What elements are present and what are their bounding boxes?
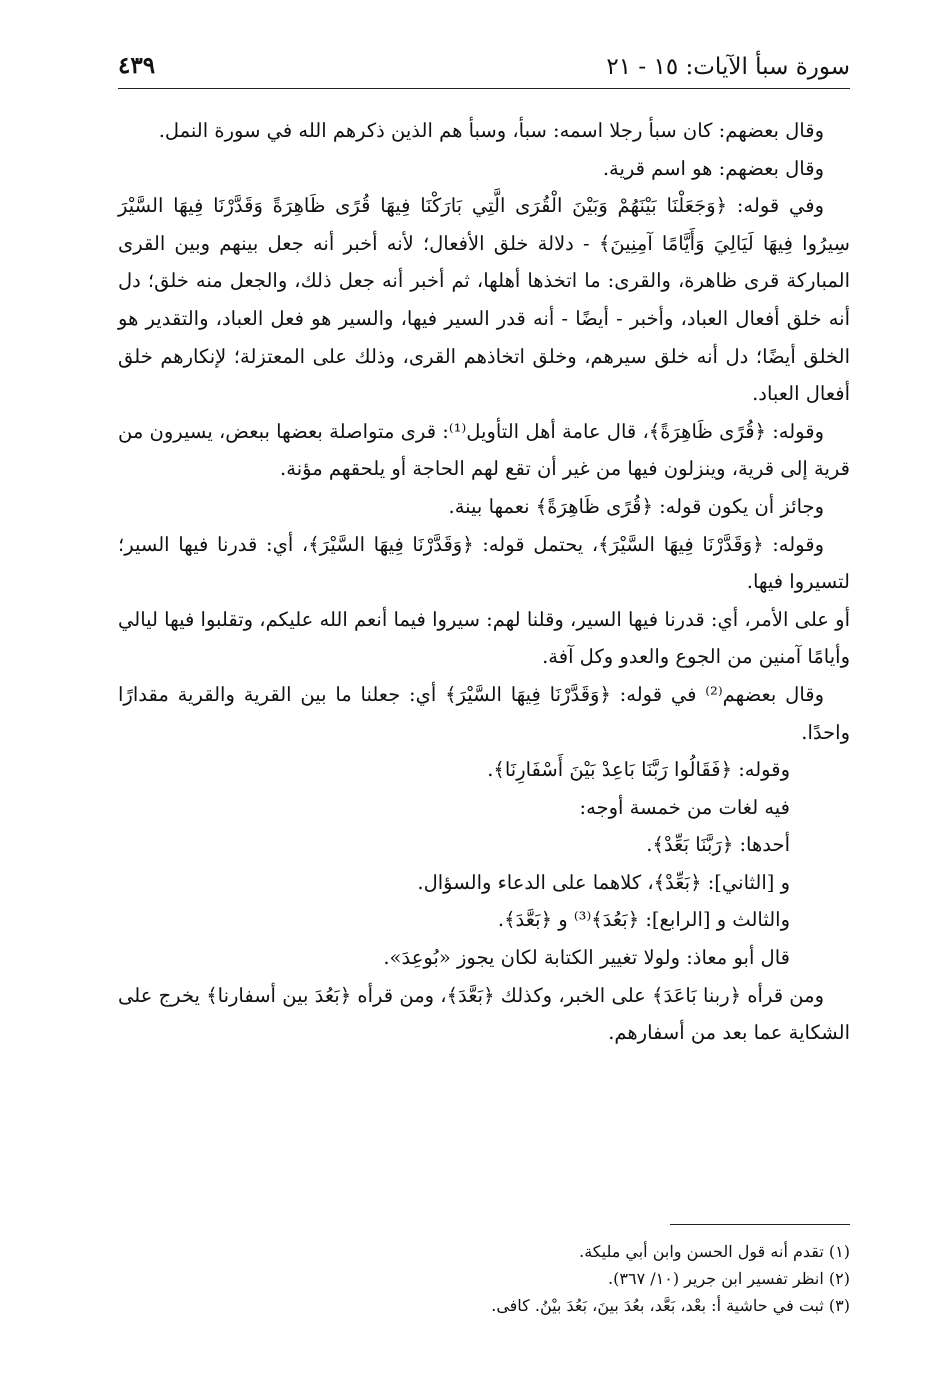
paragraph: ومن قرأه ﴿ربنا بَاعَدَ﴾ على الخبر، وكذلك ﴿بَعَّدَ﴾، ومن قرأه ﴿بَعُدَ بين أسفارنا﴾ يخرج على الشكاية عما بعد من أسفارهم. [118, 983, 850, 1045]
paragraph: وقال بعضهم: هو اسم قرية. [602, 156, 824, 180]
footnote: (٣) ثبت في حاشية أ: بعْد، بَعَّد، بعُدَ بينَ، بَعُدَ بيْنُ. كافى. [491, 1296, 850, 1315]
footnote: (٢) انظر تفسير ابن جرير (١٠/ ٣٦٧). [608, 1269, 850, 1288]
paragraph: وقال بعضهم⁽²⁾ في قوله: ﴿وَقَدَّرْنَا فِيهَا السَّيْرَ﴾ أي: جعلنا ما بين القرية والقرية مقدارًا واحدًا. [118, 682, 850, 744]
paragraph: أحدها: ﴿رَبَّنَا بَعِّدْ﴾. [646, 833, 790, 857]
paragraph: فيه لغات من خمسة أوجه: [579, 795, 790, 819]
main-text [118, 112, 850, 1052]
paragraph: وفي قوله: ﴿وَجَعَلْنَا بَيْنَهُمْ وَبَيْنَ الْقُرَى الَّتِي بَارَكْنَا فِيهَا قُرًى ظَاهِرَةً وَقَدَّرْنَا فِيهَا السَّيْرَ سِيرُوا فِيهَا لَيَالِيَ وَأَيَّامًا آمِنِينَ﴾ - دلالة خلق الأفعال؛ لأنه أخبر أنه جعل بينهم وبين القرى المباركة قرى ظاهرة، والقرى: ما اتخذها أهلها، ثم أخبر أنه جعل ذلك، والجعل منه خلق؛ دل أنه خلق أفعال العباد، وأخبر - أيضًا - أنه قدر السير فيها، والسير هو فعل العباد، والتقدير هو الخلق أيضًا؛ دل أنه خلق سيرهم، وخلق اتخاذهم القرى، وذلك على المعتزلة؛ لإنكارهم خلق أفعال العباد. [118, 194, 850, 406]
paragraph: وقوله: ﴿وَقَدَّرْنَا فِيهَا السَّيْرَ﴾، يحتمل قوله: ﴿وَقَدَّرْنَا فِيهَا السَّيْرَ﴾، أي: قدرنا فيها السير؛ لتسيروا فيها. [118, 532, 850, 594]
paragraph: والثالث و [الرابع]: ﴿بَعُدَ﴾⁽³⁾ و ﴿بَعَّدَ﴾. [497, 908, 790, 932]
footnotes [118, 1238, 850, 1319]
paragraph: وقال بعضهم: كان سبأ رجلا اسمه: سبأ، وسبأ هم الذين ذكرهم الله في سورة النمل. [158, 119, 824, 142]
paragraph: وقوله: ﴿قُرًى ظَاهِرَةً﴾، قال عامة أهل التأويل⁽¹⁾: قرى متواصلة بعضها ببعض، يسيرون من قرية إلى قرية، وينزلون فيها من غير أن تقع لهم الحاجة أو يلحقهم مؤنة. [118, 419, 850, 481]
paragraph: أو على الأمر، أي: قدرنا فيها السير، وقلنا لهم: سيروا فيما أنعم الله عليكم، وتقلبوا فيها ليالي وأيامًا آمنين من الجوع والعدو وكل آفة. [118, 607, 850, 669]
paragraph: وجائز أن يكون قوله: ﴿قُرًى ظَاهِرَةً﴾ نعمها بينة. [448, 494, 824, 518]
footnote-divider [670, 1224, 850, 1225]
paragraph: و [الثاني]: ﴿بَعِّدْ﴾، كلاهما على الدعاء والسؤال. [417, 870, 790, 894]
page-header [118, 50, 850, 89]
running-title: سورة سبأ الآيات: ١٥ - ٢١ [606, 54, 850, 80]
paragraph: قال أبو معاذ: ولولا تغيير الكتابة لكان يجوز «بُوعِدَ». [383, 946, 790, 970]
footnote: (١) تقدم أنه قول الحسن وابن أبي مليكة. [579, 1242, 850, 1261]
paragraph: وقوله: ﴿فَقَالُوا رَبَّنَا بَاعِدْ بَيْنَ أَسْفَارِنَا﴾. [487, 758, 790, 782]
page-number: ٤٣٩ [118, 52, 156, 79]
